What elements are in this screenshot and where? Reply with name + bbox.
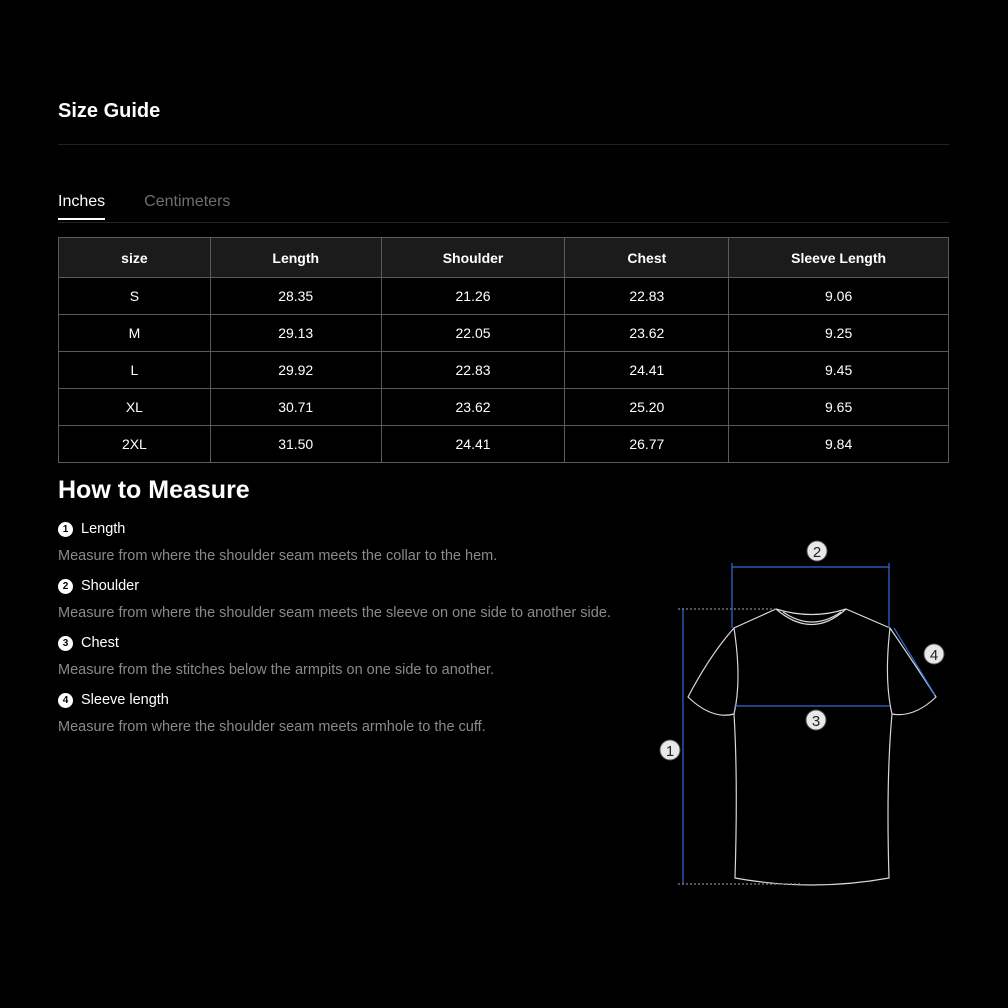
header-chest: Chest — [565, 238, 729, 278]
tab-centimeters[interactable]: Centimeters — [144, 193, 231, 210]
marker-4-label: 4 — [929, 647, 939, 664]
step-chest — [58, 634, 638, 680]
step-shoulder — [58, 577, 638, 623]
table-header-row — [59, 238, 949, 278]
cell-size: 2XL — [59, 426, 211, 463]
cell-length: 29.13 — [210, 315, 381, 352]
step-number-badge: 1 — [58, 522, 73, 537]
table-row — [59, 352, 949, 389]
marker-3 — [806, 710, 826, 730]
step-description: Measure from where the shoulder seam meets the collar to the hem. — [58, 548, 498, 564]
header-length: Length — [210, 238, 381, 278]
cell-size: M — [59, 315, 211, 352]
marker-1 — [660, 740, 680, 760]
page-title: Size Guide — [58, 100, 161, 122]
cell-sleeve-length: 9.25 — [729, 315, 949, 352]
step-description: Measure from the stitches below the armpits on one side to another. — [58, 662, 495, 678]
header-size: size — [59, 238, 211, 278]
table-row — [59, 278, 949, 315]
size-table — [58, 237, 949, 463]
table-row — [59, 389, 949, 426]
step-title: Shoulder — [81, 578, 140, 594]
cell-shoulder: 24.41 — [381, 426, 565, 463]
cell-sleeve-length: 9.06 — [729, 278, 949, 315]
cell-chest: 26.77 — [565, 426, 729, 463]
cell-length: 29.92 — [210, 352, 381, 389]
header-shoulder: Shoulder — [381, 238, 565, 278]
step-sleeve-length — [58, 691, 638, 737]
table-row — [59, 426, 949, 463]
cell-shoulder: 22.83 — [381, 352, 565, 389]
table-row — [59, 315, 949, 352]
step-title: Sleeve length — [81, 692, 169, 708]
tshirt-outline — [688, 609, 939, 885]
marker-4 — [924, 644, 944, 664]
cell-sleeve-length: 9.65 — [729, 389, 949, 426]
cell-chest: 22.83 — [565, 278, 729, 315]
unit-tabs — [58, 193, 230, 220]
cell-length: 28.35 — [210, 278, 381, 315]
cell-chest: 24.41 — [565, 352, 729, 389]
cell-length: 30.71 — [210, 389, 381, 426]
marker-1-label: 1 — [665, 743, 675, 760]
marker-3-label: 3 — [811, 713, 821, 730]
cell-chest: 23.62 — [565, 315, 729, 352]
cell-shoulder: 21.26 — [381, 278, 565, 315]
marker-2-label: 2 — [812, 544, 822, 561]
step-length — [58, 520, 638, 566]
tshirt-measurement-diagram — [640, 530, 960, 900]
cell-shoulder: 23.62 — [381, 389, 565, 426]
cell-size: L — [59, 352, 211, 389]
step-number-badge: 2 — [58, 579, 73, 594]
step-description: Measure from where the shoulder seam meets the sleeve on one side to another side. — [58, 605, 611, 621]
cell-shoulder: 22.05 — [381, 315, 565, 352]
marker-2 — [807, 541, 827, 561]
cell-length: 31.50 — [210, 426, 381, 463]
step-description: Measure from where the shoulder seam meets armhole to the cuff. — [58, 719, 486, 735]
cell-sleeve-length: 9.84 — [729, 426, 949, 463]
header-sleeve-length: Sleeve Length — [729, 238, 949, 278]
cell-size: S — [59, 278, 211, 315]
tabs-divider — [58, 222, 949, 223]
cell-size: XL — [59, 389, 211, 426]
step-title: Length — [81, 521, 126, 537]
step-number-badge: 4 — [58, 693, 73, 708]
cell-sleeve-length: 9.45 — [729, 352, 949, 389]
tab-inches[interactable]: Inches — [58, 193, 105, 220]
cell-chest: 25.20 — [565, 389, 729, 426]
measure-steps — [58, 520, 638, 748]
step-title: Chest — [81, 635, 119, 651]
how-to-measure-title: How to Measure — [58, 476, 250, 504]
step-number-badge: 3 — [58, 636, 73, 651]
divider — [58, 144, 949, 145]
